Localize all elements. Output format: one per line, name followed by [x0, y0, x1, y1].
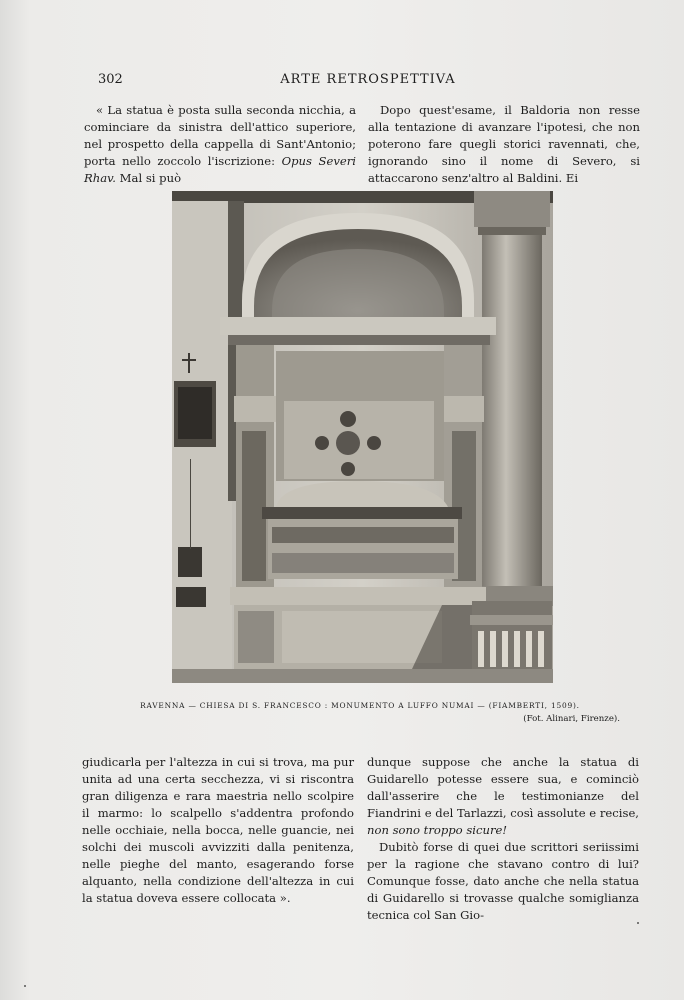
top-left-paragraph: « La statua è posta sulla seconda nicchia, a cominciare da sinistra dell'attico superiore, nel prospetto della cappella di Sant'Antonio; porta nello zoccolo l'iscrizione: Opus Severi Rhav. Mal si può	[84, 103, 356, 185]
bottom-right-column	[367, 754, 639, 924]
inscription: Opus Severi Rhav.	[84, 154, 356, 185]
paper-speck	[24, 985, 26, 987]
running-title: ARTE RETROSPETTIVA	[280, 72, 456, 87]
italic-quote: non sono troppo sicure!	[367, 823, 508, 837]
running-header	[98, 72, 638, 90]
top-left-column	[84, 102, 356, 187]
monument-photograph	[172, 191, 553, 683]
paper-speck	[637, 922, 639, 924]
figure-caption: RAVENNA — CHIESA DI S. FRANCESCO : MONUMENTO A LUFFO NUMAI — (FIAMBERTI, 1509).	[140, 701, 580, 710]
photo-credit: (Fot. Alinari, Firenze).	[523, 714, 620, 724]
bottom-right-paragraph-2: Dubitò forse di quei due scrittori seriissimi per la ragione che stavano contro di lui? Comunque fosse, dato anche che nella statua di Guidarello si trovasse qualche somiglianza tecnica col San Gio-	[367, 840, 639, 922]
top-right-column	[368, 102, 640, 187]
bottom-left-paragraph: giudicarla per l'altezza in cui si trova, ma pur unita ad una certa secchezza, vi si riscontra gran diligenza e rara maestria nello scolpire il marmo: lo scalpello s'addentra profondo nelle occhiaie, nella bocca, nelle guancie, nei solchi dei muscoli avvizziti dalla penitenza, nelle pieghe del manto, esagerando forse alquanto, nella condizione dell'altezza in cui la statua doveva essere collocata ».	[82, 755, 354, 905]
top-right-paragraph: Dopo quest'esame, il Baldoria non resse alla tentazione di avanzare l'ipotesi, che non poterono fare quegli storici ravennati, che, ignorando sino il nome di Severo, si attaccarono senz'altro al Baldini. Ei	[368, 103, 640, 185]
bottom-left-column	[82, 754, 354, 907]
page-number: 302	[98, 72, 123, 87]
bottom-right-paragraph-1: dunque suppose che anche la statua di Guidarello potesse essere sua, e cominciò dall'asserire che le testimonianze del Fiandrini e del Tarlazzi, così assolute e recise, non sono troppo sicure!	[367, 755, 639, 837]
